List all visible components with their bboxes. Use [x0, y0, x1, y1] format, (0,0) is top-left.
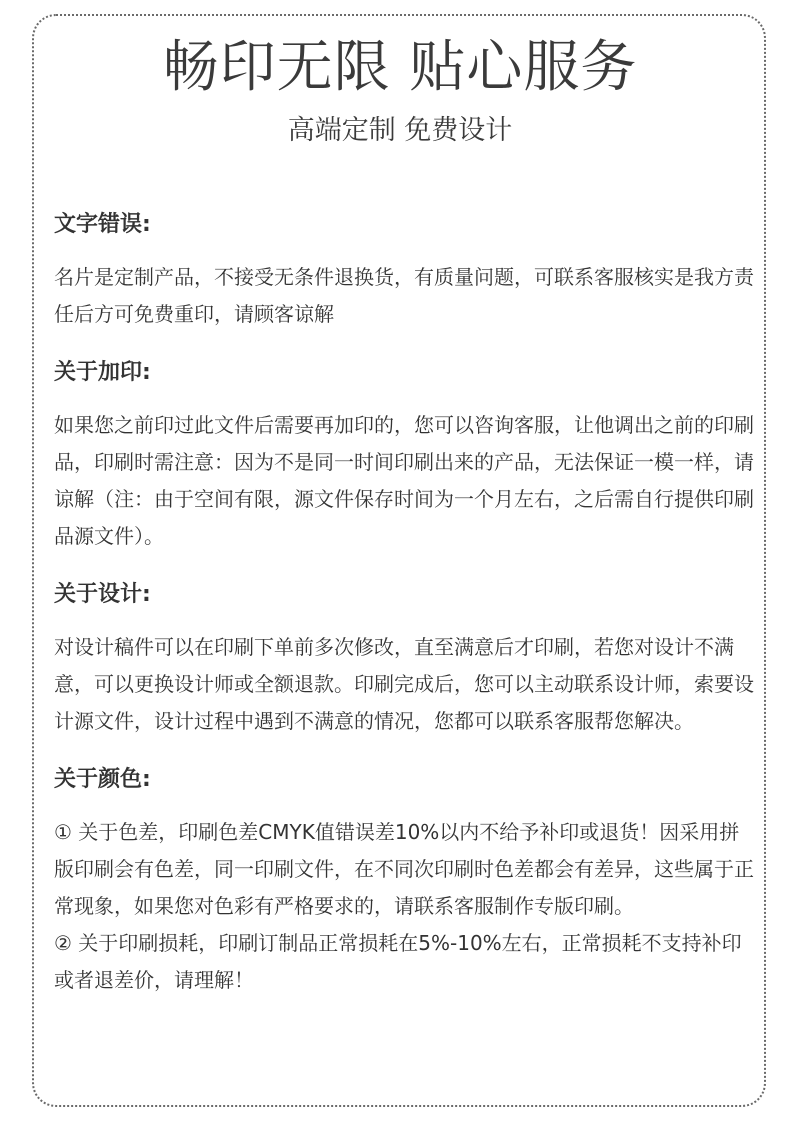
- section-heading: 关于加印:: [54, 360, 151, 385]
- section-design: [54, 573, 754, 740]
- policy-content: [54, 203, 754, 999]
- section-paragraph: ① 关于色差，印刷色差CMYK值错误差10%以内不给予补印或退货！因采用拼版印刷会有色差，同一印刷文件，在不同次印刷时色差都会有差异，这些属于正常现象，如果您对色彩有严格要求的，请联系客服制作专版印刷。: [54, 820, 754, 918]
- section-paragraph: 对设计稿件可以在印刷下单前多次修改，直至满意后才印刷，若您对设计不满意，可以更换设计师或全额退款。印刷完成后，您可以主动联系设计师，索要设计源文件，设计过程中遇到不满意的情况，您都可以联系客服帮您解决。: [54, 635, 754, 733]
- section-paragraph: 名片是定制产品，不接受无条件退换货，有质量问题，可联系客服核实是我方责任后方可免费重印，请顾客谅解: [54, 265, 754, 326]
- page-subtitle: 高端定制 免费设计: [287, 115, 513, 146]
- section-heading: 关于设计:: [54, 582, 151, 607]
- section-reprint: [54, 351, 754, 555]
- section-text-errors: [54, 203, 754, 333]
- section-paragraph: ② 关于印刷损耗，印刷订制品正常损耗在5%-10%左右，正常损耗不支持补印或者退差价，请理解！: [54, 931, 742, 992]
- section-heading: 文字错误:: [54, 212, 151, 237]
- section-heading: 关于颜色:: [54, 767, 151, 792]
- section-color: [54, 758, 754, 999]
- page-title: 畅印无限 贴心服务: [162, 35, 638, 100]
- section-paragraph: 如果您之前印过此文件后需要再加印的，您可以咨询客服，让他调出之前的印刷品，印刷时需注意：因为不是同一时间印刷出来的产品，无法保证一模一样，请谅解（注：由于空间有限，源文件保存时间为一个月左右，之后需自行提供印刷品源文件）。: [54, 413, 754, 548]
